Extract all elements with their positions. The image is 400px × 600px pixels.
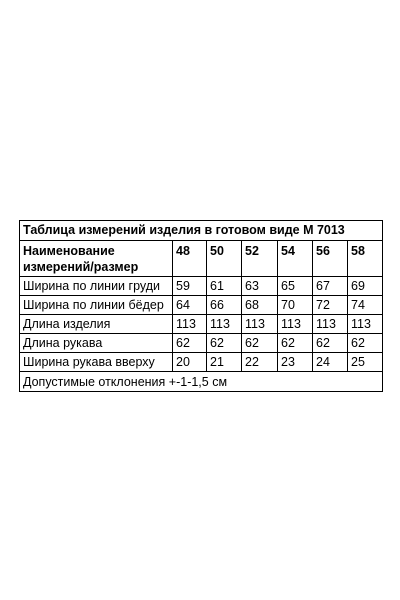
tolerance-note: Допустимые отклонения +-1-1,5 см: [20, 372, 383, 392]
title-row: [20, 221, 383, 241]
table-cell: 67: [313, 277, 348, 296]
row-label: Ширина рукава вверху: [20, 353, 173, 372]
table-cell: 62: [313, 334, 348, 353]
table-cell: 61: [207, 277, 242, 296]
table-cell: 22: [242, 353, 278, 372]
table-cell: 70: [278, 296, 313, 315]
table-row: [20, 334, 383, 353]
table-cell: 24: [313, 353, 348, 372]
table-cell: 62: [207, 334, 242, 353]
row-label: Длина рукава: [20, 334, 173, 353]
table-cell: 62: [278, 334, 313, 353]
footer-row: [20, 372, 383, 392]
table-row: [20, 277, 383, 296]
table-cell: 69: [348, 277, 383, 296]
table-cell: 113: [278, 315, 313, 334]
header-label: [20, 241, 173, 277]
size-header: 48: [173, 241, 207, 277]
table-cell: 62: [242, 334, 278, 353]
table-cell: 21: [207, 353, 242, 372]
table-cell: 113: [173, 315, 207, 334]
table-cell: 68: [242, 296, 278, 315]
size-header: 54: [278, 241, 313, 277]
table-cell: 62: [348, 334, 383, 353]
table-cell: 113: [348, 315, 383, 334]
table-row: [20, 353, 383, 372]
table-cell: 66: [207, 296, 242, 315]
table-cell: 113: [207, 315, 242, 334]
table-row: [20, 315, 383, 334]
row-label: Длина изделия: [20, 315, 173, 334]
table-cell: 20: [173, 353, 207, 372]
table-cell: 113: [242, 315, 278, 334]
header-row: [20, 241, 383, 277]
header-label-line-2: измерений/размер: [23, 260, 139, 274]
table-cell: 23: [278, 353, 313, 372]
table-cell: 64: [173, 296, 207, 315]
table-cell: 62: [173, 334, 207, 353]
size-header: 52: [242, 241, 278, 277]
table-row: [20, 296, 383, 315]
row-label: Ширина по линии груди: [20, 277, 173, 296]
size-measurement-table: [19, 220, 383, 392]
table-cell: 59: [173, 277, 207, 296]
table-cell: 113: [313, 315, 348, 334]
table-cell: 25: [348, 353, 383, 372]
table-cell: 65: [278, 277, 313, 296]
header-label-line-1: Наименование: [23, 244, 115, 258]
size-header: 50: [207, 241, 242, 277]
table-cell: 74: [348, 296, 383, 315]
row-label: Ширина по линии бёдер: [20, 296, 173, 315]
table-title: Таблица измерений изделия в готовом виде М 7013: [20, 221, 383, 241]
size-header: 56: [313, 241, 348, 277]
table-cell: 72: [313, 296, 348, 315]
size-header: 58: [348, 241, 383, 277]
table-cell: 63: [242, 277, 278, 296]
